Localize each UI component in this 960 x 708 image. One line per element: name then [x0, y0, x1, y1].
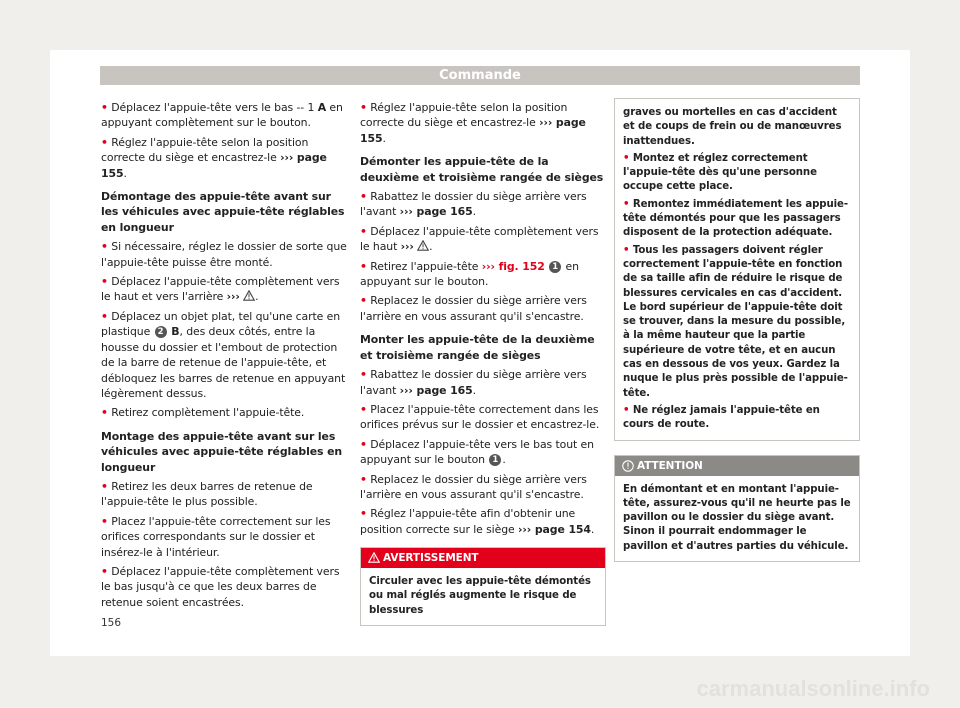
callout-number: 1 [489, 454, 501, 466]
callout-number: 1 [549, 261, 561, 273]
page-link[interactable]: ››› page 165 [399, 205, 473, 219]
list-item: • Déplacez l'appuie-tête vers le bas tout en appuyant sur le bouton 1 . [360, 437, 594, 467]
section-header: Commande [100, 66, 860, 85]
list-item: • Réglez l'appuie-tête afin d'obtenir une position correcte sur le siège ››› page 154. [360, 507, 595, 536]
list-item: • Retirez l'appuie-tête ››› fig. 152 1 en appuyant sur le bouton. [360, 259, 579, 289]
figure-link[interactable]: ››› fig. 152 [481, 259, 545, 273]
list-item: • Réglez l'appuie-tête selon la position correcte du siège et encastrez-le ››› page 155. [101, 135, 327, 180]
list-item: • Rabattez le dossier du siège arrière vers l'avant ››› page 165. [360, 190, 587, 219]
list-item: • Déplacez l'appuie-tête complètement vers le bas jusqu'à ce que les deux barres de retenue soient encastrées. [101, 564, 340, 609]
list-item: • Montez et réglez correctement l'appuie-tête dès qu'une personne occupe cette place. [623, 152, 817, 193]
list-item: • Déplacez l'appuie-tête complètement vers le haut ››› . [360, 224, 599, 254]
list-item: • Tous les passagers doivent régler correctement l'appuie-tête en fonction de sa taille afin de réduire le risque de blessures cervicales en cas d'accident. Le bord supérieur de l'appuie-tête doit se trouver, dans la mesure du possible, à la même hauteur que la partie supérieure de votre tête, et en aucun cas en dessous de vos yeux. Gardez la nuque le plus près possible de l'appuie-tête. [623, 244, 848, 399]
list-item: • Déplacez l'appuie-tête vers le bas ‑‑ 1 A en appuyant complètement sur le bouton. [101, 101, 343, 130]
column-1 [101, 100, 347, 614]
section-heading: Démonter les appuie-tête de la deuxième et troisième rangée de sièges [360, 155, 604, 184]
list-item: • Déplacez un objet plat, tel qu'une carte en plastique 2 B, des deux côtés, entre la housse du dossier et l'embout de protection de la barre de retenue de l'appuie-tête, et débloquez les barres de retenue en appuyant légèrement dessus. [101, 309, 346, 400]
list-item: • Replacez le dossier du siège arrière vers l'arrière en vous assurant qu'il s'encastre. [360, 472, 587, 501]
list-item: • Déplacez l'appuie-tête complètement vers le haut et vers l'arrière ››› . [101, 275, 340, 304]
warning-continuation: graves ou mortelles en cas d'accident et de coups de frein ou de manœuvres inattendues. [623, 107, 842, 147]
warning-text: Circuler avec les appuie-tête démontés ou mal réglés augmente le risque de blessures [369, 576, 591, 616]
attention-box-header [615, 456, 859, 476]
warning-title: AVERTISSEMENT [383, 552, 479, 565]
column-2 [360, 100, 606, 626]
list-item: • Placez l'appuie-tête correctement dans les orifices prévus sur le dossier et encastrez-le. [360, 402, 600, 432]
warning-icon [417, 240, 429, 251]
warning-box-continued [614, 98, 860, 441]
list-item: • Ne réglez jamais l'appuie-tête en cours de route. [623, 404, 820, 431]
attention-text: En démontant et en montant l'appuie-tête, assurez-vous qu'il ne heurte pas le pavillon ou le dossier du siège avant. Sinon il pourrait endommager le pavillon et d'autres parties du véhicule. [623, 483, 851, 552]
callout-number: 2 [155, 326, 167, 338]
attention-title: ATTENTION [637, 459, 703, 472]
page-link[interactable]: ››› page 155 [360, 116, 586, 145]
attention-box [614, 455, 860, 562]
section-heading: Montage des appuie-tête avant sur les véhicules avec appuie-tête réglables en longueur [101, 429, 343, 474]
list-item: • Placez l'appuie-tête correctement sur les orifices correspondants sur le dossier et insérez-le à l'intérieur. [101, 514, 331, 559]
column-3 [614, 100, 860, 562]
section-heading: Démontage des appuie-tête avant sur les véhicules avec appuie-tête réglables en longueur [101, 190, 345, 234]
page-link[interactable]: ››› [400, 240, 414, 254]
warning-icon [243, 290, 255, 301]
page-link[interactable]: ››› page 154 [517, 522, 591, 536]
list-item: • Réglez l'appuie-tête selon la position correcte du siège et encastrez-le ››› page 155. [360, 101, 586, 145]
info-icon [622, 460, 634, 472]
page-link[interactable]: ››› page 155 [101, 151, 327, 180]
list-item: • Retirez complètement l'appuie-tête. [101, 406, 305, 420]
list-item: • Rabattez le dossier du siège arrière vers l'avant ››› page 165. [360, 368, 587, 397]
page-link[interactable]: ››› [226, 290, 240, 304]
warning-icon [368, 552, 380, 563]
warning-box-header [361, 548, 605, 568]
list-item: • Replacez le dossier du siège arrière vers l'arrière en vous assurant qu'il s'encastre. [360, 294, 587, 323]
section-heading: Monter les appuie-tête de la deuxième et troisième rangée de sièges [360, 333, 595, 362]
list-item: • Si nécessaire, réglez le dossier de sorte que l'appuie-tête puisse être monté. [101, 240, 347, 269]
page-link[interactable]: ››› page 165 [399, 383, 473, 397]
list-item: • Remontez immédiatement les appuie-tête démontés pour que les passagers disposent de la protection adéquate. [623, 198, 848, 239]
watermark: carmanualsonline.info [696, 676, 930, 701]
warning-box [360, 547, 606, 626]
page-number: 156 [101, 617, 122, 629]
list-item: • Retirez les deux barres de retenue de l'appuie-tête le plus possible. [101, 479, 313, 509]
